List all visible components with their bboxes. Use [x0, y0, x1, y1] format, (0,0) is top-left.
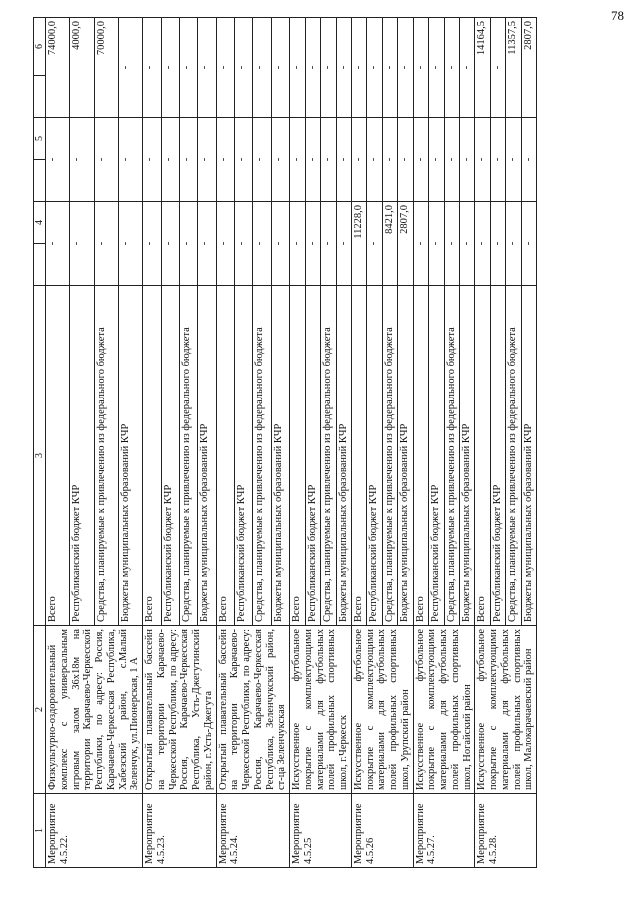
amount-v6: -	[118, 18, 142, 118]
amount-v5: -	[475, 118, 490, 202]
amount-v6: -	[216, 18, 234, 118]
funding-source: Республиканский бюджет КЧР	[305, 286, 320, 626]
amount-v6: -	[382, 18, 397, 118]
amount-v4: -	[305, 202, 320, 286]
measure-id: Мероприятие 4.5.25	[290, 794, 352, 868]
rotated-sheet	[33, 18, 618, 868]
funding-source: Средства, планируемые к привлечению из федерального бюджета	[444, 286, 459, 626]
column-header: 3	[34, 286, 46, 626]
amount-v6: 74000,0	[46, 18, 70, 118]
column-header: 4	[34, 202, 46, 244]
amount-v6: -	[179, 18, 197, 118]
amount-v4: -	[271, 202, 289, 286]
column-header	[34, 160, 46, 202]
funding-source: Бюджеты муниципальных образований КЧР	[118, 286, 142, 626]
funding-source: Республиканский бюджет КЧР	[235, 286, 253, 626]
table-row	[351, 18, 366, 868]
funding-source: Всего	[290, 286, 305, 626]
funding-source: Всего	[351, 286, 366, 626]
amount-v4: -	[521, 202, 536, 286]
measure-description: Искусственное футбольное покрытие с комплектующими материалами для футбольных полей профильных спортивных школ, Ногайский район	[413, 626, 475, 794]
amount-v5: -	[398, 118, 413, 202]
amount-v4: -	[70, 202, 94, 286]
amount-v4: -	[290, 202, 305, 286]
amount-v5: -	[118, 118, 142, 202]
funding-source: Бюджеты муниципальных образований КЧР	[398, 286, 413, 626]
amount-v5: -	[253, 118, 271, 202]
funding-source: Республиканский бюджет КЧР	[367, 286, 382, 626]
funding-source: Бюджеты муниципальных образований КЧР	[521, 286, 536, 626]
column-header: 1	[34, 794, 46, 868]
amount-v6: -	[367, 18, 382, 118]
amount-v5: -	[321, 118, 336, 202]
amount-v4: -	[367, 202, 382, 286]
funding-source: Всего	[413, 286, 428, 626]
measure-description: Открытый плавательный бассейн на территории Карачаево-Черкесской Республики, по адресу: Россия, Карачаево-Черкесская Республика, Усть-Джегутинский район, г.Усть-Джегута	[143, 626, 217, 794]
funding-source: Республиканский бюджет КЧР	[70, 286, 94, 626]
amount-v4: -	[94, 202, 118, 286]
amount-v4: 2807,0	[398, 202, 413, 286]
amount-v5: -	[179, 118, 197, 202]
amount-v5: -	[305, 118, 320, 202]
amount-v6: -	[143, 18, 161, 118]
amount-v5: -	[460, 118, 475, 202]
amount-v6: -	[321, 18, 336, 118]
amount-v6: -	[460, 18, 475, 118]
table-row	[475, 18, 490, 868]
measure-id: Мероприятие 4.5.27.	[413, 794, 475, 868]
table-row	[413, 18, 428, 868]
measure-description: Искусственное футбольное покрытие с комплектующими материалами для футбольных полей профильных спортивных школ, Урупский район	[351, 626, 413, 794]
column-header: 6	[34, 18, 46, 76]
funding-source: Бюджеты муниципальных образований КЧР	[198, 286, 216, 626]
amount-v5: -	[143, 118, 161, 202]
amount-v6: -	[351, 18, 366, 118]
amount-v6: -	[161, 18, 179, 118]
amount-v5: -	[161, 118, 179, 202]
amount-v4: -	[444, 202, 459, 286]
amount-v6: -	[271, 18, 289, 118]
measure-id: Мероприятие 4.5.22.	[46, 794, 143, 868]
amount-v6: 2807,0	[521, 18, 536, 118]
amount-v4: -	[321, 202, 336, 286]
amount-v4: -	[506, 202, 521, 286]
amount-v6: 14164,5	[475, 18, 490, 118]
amount-v5: -	[216, 118, 234, 202]
column-header: 2	[34, 626, 46, 794]
amount-v4: 11228,0	[351, 202, 366, 286]
funding-source: Всего	[216, 286, 234, 626]
table-row	[216, 18, 234, 868]
amount-v5: -	[521, 118, 536, 202]
funding-source: Всего	[475, 286, 490, 626]
amount-v5: -	[429, 118, 444, 202]
measure-id: Мероприятие 4.5.26	[351, 794, 413, 868]
funding-source: Бюджеты муниципальных образований КЧР	[271, 286, 289, 626]
amount-v5: -	[290, 118, 305, 202]
amount-v5: -	[235, 118, 253, 202]
amount-v4: -	[429, 202, 444, 286]
table-row	[46, 18, 70, 868]
funding-source: Средства, планируемые к привлечению из федерального бюджета	[321, 286, 336, 626]
funding-source: Бюджеты муниципальных образований КЧР	[336, 286, 351, 626]
amount-v6: 70000,0	[94, 18, 118, 118]
amount-v4: -	[336, 202, 351, 286]
funding-source: Средства, планируемые к привлечению из федерального бюджета	[179, 286, 197, 626]
amount-v4: -	[216, 202, 234, 286]
column-header	[34, 76, 46, 118]
funding-source: Республиканский бюджет КЧР	[161, 286, 179, 626]
amount-v5: -	[444, 118, 459, 202]
amount-v5: -	[506, 118, 521, 202]
amount-v5: -	[367, 118, 382, 202]
funding-source: Средства, планируемые к привлечению из федерального бюджета	[506, 286, 521, 626]
funding-source: Бюджеты муниципальных образований КЧР	[460, 286, 475, 626]
amount-v5: -	[413, 118, 428, 202]
measure-description: Открытый плавательный бассейн на территории Карачаево-Черкесской Республики, по адресу: Россия, Карачаево-Черкесская Республика, Зеленчукский район, ст-ца Зеленчукская	[216, 626, 290, 794]
table-row	[143, 18, 161, 868]
column-header: 5	[34, 118, 46, 160]
amount-v6: 11357,5	[506, 18, 521, 118]
amount-v4: -	[143, 202, 161, 286]
measure-description: Искусственное футбольное покрытие с комплектующими материалами для футбольных полей профильных спортивных школ, Малокарачаевский район	[475, 626, 537, 794]
amount-v5: -	[490, 118, 505, 202]
program-table	[33, 17, 537, 868]
amount-v4: -	[161, 202, 179, 286]
amount-v6: -	[413, 18, 428, 118]
amount-v5: -	[70, 118, 94, 202]
amount-v4: -	[46, 202, 70, 286]
funding-source: Средства, планируемые к привлечению из федерального бюджета	[94, 286, 118, 626]
amount-v6: -	[290, 18, 305, 118]
amount-v4: -	[118, 202, 142, 286]
amount-v6: -	[235, 18, 253, 118]
table-body	[46, 18, 537, 868]
amount-v4: -	[253, 202, 271, 286]
amount-v4: -	[198, 202, 216, 286]
amount-v6: -	[429, 18, 444, 118]
amount-v5: -	[198, 118, 216, 202]
funding-source: Всего	[46, 286, 70, 626]
amount-v6: 4000,0	[70, 18, 94, 118]
amount-v6: -	[444, 18, 459, 118]
funding-source: Республиканский бюджет КЧР	[490, 286, 505, 626]
funding-source: Средства, планируемые к привлечению из федерального бюджета	[382, 286, 397, 626]
amount-v5: -	[336, 118, 351, 202]
amount-v5: -	[271, 118, 289, 202]
amount-v5: -	[351, 118, 366, 202]
amount-v5: -	[94, 118, 118, 202]
amount-v6: -	[398, 18, 413, 118]
page-number: 78	[611, 8, 624, 23]
measure-id: Мероприятие 4.5.24.	[216, 794, 290, 868]
table-row	[290, 18, 305, 868]
amount-v6: -	[253, 18, 271, 118]
header-row	[34, 18, 46, 868]
amount-v4: -	[490, 202, 505, 286]
amount-v4: -	[235, 202, 253, 286]
amount-v5: -	[46, 118, 70, 202]
amount-v6: -	[490, 18, 505, 118]
funding-source: Республиканский бюджет КЧР	[429, 286, 444, 626]
amount-v6: -	[305, 18, 320, 118]
amount-v5: -	[382, 118, 397, 202]
funding-source: Средства, планируемые к привлечению из федерального бюджета	[253, 286, 271, 626]
measure-id: Мероприятие 4.5.28.	[475, 794, 537, 868]
amount-v4: -	[460, 202, 475, 286]
measure-description: Искусственное футбольное покрытие с комплектующими материалами для футбольных полей профильных спортивных школ, г.Черкесск	[290, 626, 352, 794]
amount-v6: -	[198, 18, 216, 118]
measure-description: Физкультурно-оздоровительный комплекс с универсальным игровым залом 36х18м на территории Карачаево-Черкесской Республики, по адресу: Россия, Карачаево-Черкесская Республика, Хабезский район, с.Малый Зеленчук, ул.Пионерская, 1 А	[46, 626, 143, 794]
amount-v4: -	[413, 202, 428, 286]
amount-v4: -	[179, 202, 197, 286]
amount-v4: -	[475, 202, 490, 286]
funding-source: Всего	[143, 286, 161, 626]
measure-id: Мероприятие 4.5.23.	[143, 794, 217, 868]
amount-v4: 8421,0	[382, 202, 397, 286]
amount-v6: -	[336, 18, 351, 118]
column-header	[34, 244, 46, 286]
